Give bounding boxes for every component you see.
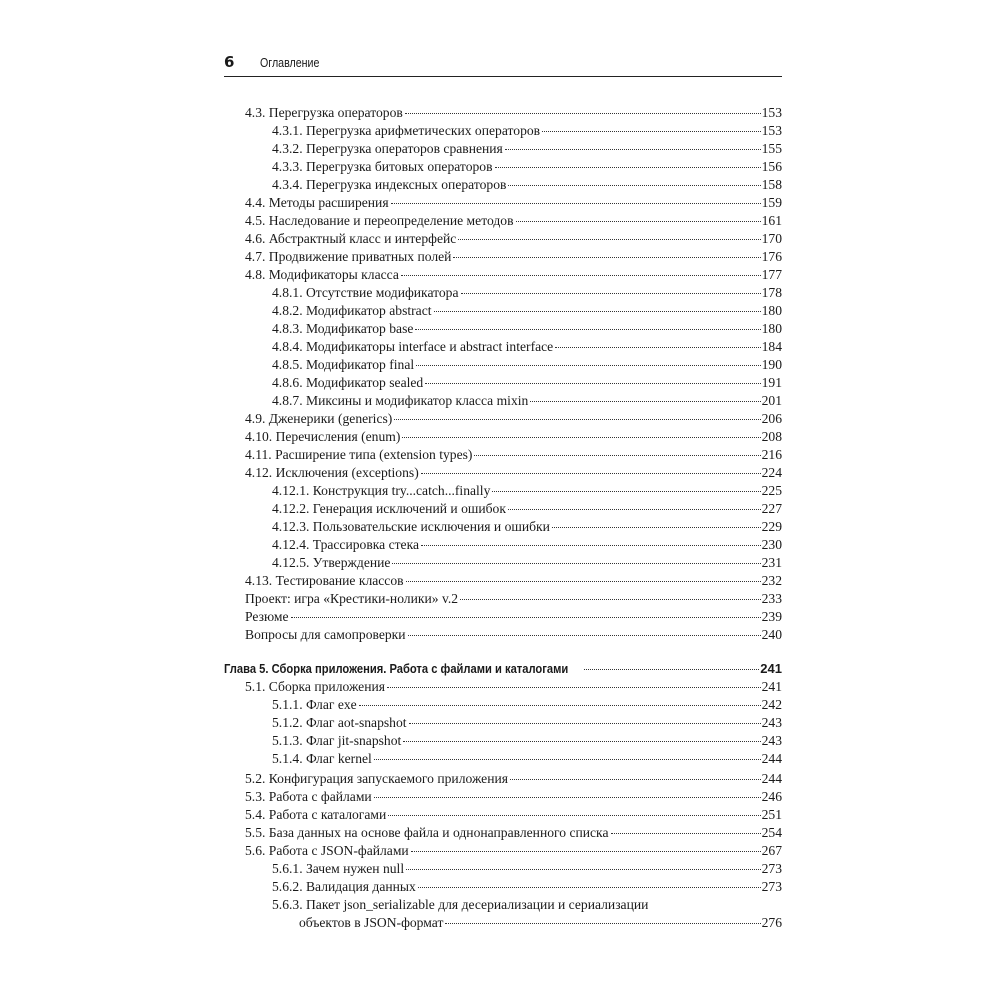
- dot-leader: [611, 833, 761, 834]
- dot-leader: [434, 311, 761, 312]
- dot-leader: [584, 669, 759, 670]
- dot-leader: [555, 347, 760, 348]
- toc-entry: [245, 194, 782, 212]
- toc-page-number: 231: [761, 555, 782, 570]
- toc-page-number: 161: [761, 213, 782, 228]
- toc-entry: [245, 410, 782, 428]
- toc-page-number: 241: [760, 661, 782, 676]
- toc-entry: [245, 626, 782, 644]
- dot-leader: [387, 687, 761, 688]
- toc-entry-title: 4.8.1. Отсутствие модификатора: [272, 285, 459, 300]
- toc-page-number: 153: [761, 105, 782, 120]
- toc-page-number: 224: [761, 465, 782, 480]
- toc-page-number: 243: [761, 715, 782, 730]
- toc-page-number: 158: [761, 177, 782, 192]
- dot-leader: [388, 815, 760, 816]
- toc-entry-title: 4.11. Расширение типа (extension types): [245, 447, 473, 462]
- toc-entry: [272, 176, 782, 194]
- toc-entry: [272, 392, 782, 410]
- toc-entry: [245, 842, 782, 860]
- toc-entry: [272, 750, 782, 768]
- dot-leader: [510, 779, 761, 780]
- dot-leader: [445, 923, 760, 924]
- toc-entry-title: 5.6.2. Валидация данных: [272, 879, 416, 894]
- toc-entry: [272, 356, 782, 374]
- toc-page-number: 244: [761, 771, 782, 786]
- toc-entry-title: 5.5. База данных на основе файла и однонаправленного списка: [245, 825, 609, 840]
- toc-entry-title: 4.8.6. Модификатор sealed: [272, 375, 424, 390]
- toc-entry: [245, 104, 782, 122]
- toc-entry-title: 4.9. Дженерики (generics): [245, 411, 393, 426]
- toc-entry: [272, 732, 782, 750]
- toc-page-number: 208: [761, 429, 782, 444]
- toc-entry: [245, 590, 782, 608]
- toc-entry: [272, 554, 782, 572]
- toc-entry: [272, 714, 782, 732]
- dot-leader: [401, 275, 761, 276]
- toc-page-number: 216: [761, 447, 782, 462]
- toc-page-number: 251: [761, 807, 782, 822]
- dot-leader: [411, 851, 761, 852]
- toc-entry-title: 4.8.2. Модификатор abstract: [272, 303, 432, 318]
- toc-entry: [245, 806, 782, 824]
- toc-entry-title: 5.1. Сборка приложения: [245, 679, 385, 694]
- toc-entry: [245, 464, 782, 482]
- toc-entry-title: 4.3.3. Перегрузка битовых операторов: [272, 159, 493, 174]
- dot-leader: [474, 455, 760, 456]
- dot-leader: [460, 599, 761, 600]
- dot-leader: [492, 491, 760, 492]
- toc-entry-title: 4.8.3. Модификатор base: [272, 321, 414, 336]
- toc-page-number: 267: [761, 843, 782, 858]
- toc-entry-title: 4.13. Тестирование классов: [245, 573, 404, 588]
- toc-entry: [272, 878, 782, 896]
- dot-leader: [552, 527, 761, 528]
- toc-page-number: 191: [761, 375, 782, 390]
- toc-page-number: 156: [761, 159, 782, 174]
- toc-page-number: 170: [761, 231, 782, 246]
- dot-leader: [421, 473, 761, 474]
- toc-entry-title: 4.10. Перечисления (enum): [245, 429, 401, 444]
- dot-leader: [402, 437, 760, 438]
- dot-leader: [391, 203, 761, 204]
- toc-page-number: 273: [761, 861, 782, 876]
- toc-entry: [272, 696, 782, 714]
- toc-entry-title: Проект: игра «Крестики-нолики» v.2: [245, 591, 459, 606]
- toc-entry-title: 5.1.2. Флаг aot-snapshot: [272, 715, 407, 730]
- toc-page-number: 155: [761, 141, 782, 156]
- toc-entry: [272, 860, 782, 878]
- toc-entry-title: 5.6. Работа с JSON-файлами: [245, 843, 409, 858]
- toc-entry: [272, 158, 782, 176]
- toc-page-number: 232: [761, 573, 782, 588]
- toc-entry: [272, 338, 782, 356]
- toc-entry-title: 4.12.2. Генерация исключений и ошибок: [272, 501, 506, 516]
- toc-page-number: 227: [761, 501, 782, 516]
- toc-page-number: 242: [761, 697, 782, 712]
- toc-page-number: 180: [761, 321, 782, 336]
- dot-leader: [374, 797, 761, 798]
- toc-entry-title: 4.8.7. Миксины и модификатор класса mixin: [272, 393, 529, 408]
- toc-entry-title: 4.8.5. Модификатор final: [272, 357, 415, 372]
- dot-leader: [359, 705, 761, 706]
- toc-entry: [272, 320, 782, 338]
- toc-entry-title: 4.12.5. Утверждение: [272, 555, 391, 570]
- toc-entry-title: 4.12.3. Пользовательские исключения и ошибки: [272, 519, 550, 534]
- toc-entry-title: 5.1.3. Флаг jit-snapshot: [272, 733, 402, 748]
- dot-leader: [530, 401, 760, 402]
- dot-leader: [421, 545, 761, 546]
- toc-page-number: 240: [761, 627, 782, 642]
- toc-entry-title: 4.7. Продвижение приватных полей: [245, 249, 452, 264]
- toc-entry: [272, 122, 782, 140]
- toc-entry-title: Резюме: [245, 609, 289, 624]
- dot-leader: [405, 113, 761, 114]
- toc-entry: [245, 230, 782, 248]
- dot-leader: [495, 167, 761, 168]
- dot-leader: [291, 617, 761, 618]
- toc-entry-title: 4.12.1. Конструкция try...catch...finally: [272, 483, 491, 498]
- toc-page-number: 243: [761, 733, 782, 748]
- toc-entry-title: 4.12. Исключения (exceptions): [245, 465, 419, 480]
- toc-entry: [272, 284, 782, 302]
- toc-entry-title: 4.4. Методы расширения: [245, 195, 389, 210]
- dot-leader: [406, 581, 761, 582]
- toc-entry-title: 5.1.1. Флаг exe: [272, 697, 357, 712]
- dot-leader: [458, 239, 760, 240]
- page-number: 6: [224, 53, 235, 71]
- toc-entry-title: 4.3.4. Перегрузка индексных операторов: [272, 177, 507, 192]
- toc-entry-title: 5.6.1. Зачем нужен null: [272, 861, 405, 876]
- toc-entry: [245, 212, 782, 230]
- toc-entry: [245, 608, 782, 626]
- dot-leader: [374, 759, 761, 760]
- toc-entry: [245, 824, 782, 842]
- toc-page-number: 225: [761, 483, 782, 498]
- toc-page-number: 254: [761, 825, 782, 840]
- toc-entry-title: 5.2. Конфигурация запускаемого приложения: [245, 771, 508, 786]
- toc-page-number: 233: [761, 591, 782, 606]
- toc-page-number: 246: [761, 789, 782, 804]
- toc-entry: [245, 428, 782, 446]
- toc-page-number: 159: [761, 195, 782, 210]
- toc-entry: [245, 446, 782, 464]
- dot-leader: [403, 741, 760, 742]
- dot-leader: [508, 185, 760, 186]
- toc-entry-title: 5.3. Работа с файлами: [245, 789, 372, 804]
- toc-page-number: 244: [761, 751, 782, 766]
- toc-page-number: 230: [761, 537, 782, 552]
- toc-entry-title: объектов в JSON-формат: [299, 915, 444, 930]
- dot-leader: [425, 383, 760, 384]
- dot-leader: [415, 329, 760, 330]
- toc-entry: [245, 248, 782, 266]
- dot-leader: [505, 149, 761, 150]
- toc-entry: [272, 536, 782, 554]
- toc-entry-title: 4.3. Перегрузка операторов: [245, 105, 403, 120]
- toc-page-number: 180: [761, 303, 782, 318]
- toc-entry: [272, 518, 782, 536]
- toc-entry-title: Вопросы для самопроверки: [245, 627, 406, 642]
- toc-page-number: 177: [761, 267, 782, 282]
- toc-page-number: 273: [761, 879, 782, 894]
- toc-entry-title: 4.8.4. Модификаторы interface и abstract interface: [272, 339, 554, 354]
- toc-page-number: 206: [761, 411, 782, 426]
- dot-leader: [416, 365, 760, 366]
- toc-entry-title: Глава 5. Сборка приложения. Работа с файлами и каталогами: [224, 661, 569, 676]
- toc-page-number: 241: [761, 679, 782, 694]
- dot-leader: [508, 509, 761, 510]
- toc-entry-title: 4.3.2. Перегрузка операторов сравнения: [272, 141, 503, 156]
- running-title: Оглавление: [260, 55, 320, 70]
- dot-leader: [418, 887, 761, 888]
- toc-entry-title: 4.12.4. Трассировка стека: [272, 537, 420, 552]
- toc-chapter-entry: [224, 660, 782, 678]
- toc-page-number: 276: [761, 915, 782, 930]
- toc-page-number: 153: [761, 123, 782, 138]
- toc-entry: [272, 914, 782, 932]
- toc-entry-title: 4.6. Абстрактный класс и интерфейс: [245, 231, 457, 246]
- dot-leader: [516, 221, 761, 222]
- toc-entry: [245, 266, 782, 284]
- toc-entry: [245, 770, 782, 788]
- toc-page-number: 176: [761, 249, 782, 264]
- dot-leader: [453, 257, 760, 258]
- toc-page-number: 239: [761, 609, 782, 624]
- toc-page-number: 190: [761, 357, 782, 372]
- dot-leader: [394, 419, 760, 420]
- dot-leader: [408, 635, 761, 636]
- toc-entry-title: 4.5. Наследование и переопределение методов: [245, 213, 514, 228]
- toc-entry: [272, 302, 782, 320]
- dot-leader: [392, 563, 760, 564]
- toc-entry: [272, 140, 782, 158]
- toc-entry: [245, 788, 782, 806]
- toc-entry: [272, 482, 782, 500]
- toc-page-number: 178: [761, 285, 782, 300]
- dot-leader: [409, 723, 761, 724]
- dot-leader: [406, 869, 760, 870]
- dot-leader: [461, 293, 761, 294]
- toc-entry: [272, 500, 782, 518]
- toc-entry-title: 5.1.4. Флаг kernel: [272, 751, 372, 766]
- toc-entry-title: 4.8. Модификаторы класса: [245, 267, 399, 282]
- dot-leader: [542, 131, 761, 132]
- toc-entry-title: 4.3.1. Перегрузка арифметических операторов: [272, 123, 541, 138]
- toc-entry-title: 5.6.3. Пакет json_serializable для десериализации и сериализации: [272, 897, 649, 912]
- toc-entry: [245, 678, 782, 696]
- toc-entry-title: 5.4. Работа с каталогами: [245, 807, 387, 822]
- toc-page-number: 201: [761, 393, 782, 408]
- toc-entry: [272, 374, 782, 392]
- toc-page-number: 229: [761, 519, 782, 534]
- toc-entry: [245, 572, 782, 590]
- toc-page-number: 184: [761, 339, 782, 354]
